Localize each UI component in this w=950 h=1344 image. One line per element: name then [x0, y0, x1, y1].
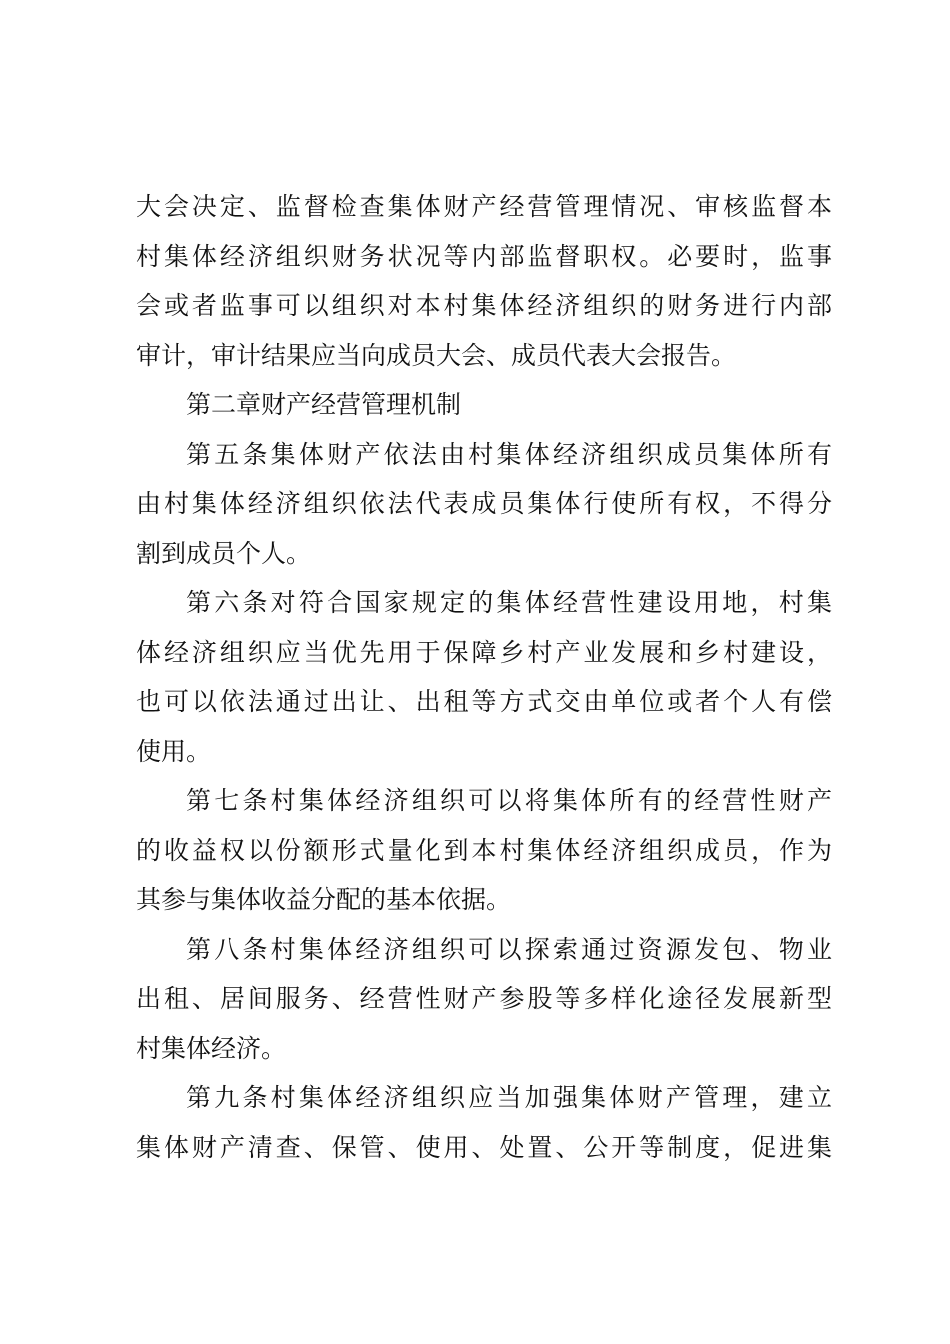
article-9 — [136, 1073, 832, 1172]
text-line: 第八条村集体经济组织可以探索通过资源发包、物业 — [186, 934, 832, 964]
document-body — [136, 182, 832, 1172]
text-line: 集体财产清查、保管、使用、处置、公开等制度，促进集 — [136, 1132, 832, 1162]
text-line: 第五条集体财产依法由村集体经济组织成员集体所有 — [186, 439, 832, 469]
text-line: 由村集体经济组织依法代表成员集体行使所有权，不得分 — [136, 489, 832, 518]
text-line: 村集体经济组织财务状况等内部监督职权。必要时，监事 — [136, 241, 832, 271]
text-line: 体经济组织应当优先用于保障乡村产业发展和乡村建设， — [136, 637, 832, 667]
text-line: 第七条村集体经济组织可以将集体所有的经营性财产 — [186, 786, 832, 815]
chapter-title: 第二章财产经营管理机制 — [186, 390, 462, 419]
article-6 — [136, 578, 832, 776]
text-line: 会或者监事可以组织对本村集体经济组织的财务进行内部 — [136, 291, 832, 320]
text-line: 第六条对符合国家规定的集体经营性建设用地，村集 — [186, 588, 832, 617]
text-line: 村集体经济。 — [136, 1033, 287, 1063]
chapter-heading — [136, 380, 832, 430]
paragraph-supervision-duties — [136, 182, 832, 380]
text-line: 割到成员个人。 — [136, 538, 312, 568]
text-line: 其参与集体收益分配的基本依据。 — [136, 885, 512, 914]
article-7 — [136, 776, 832, 925]
text-line: 出租、居间服务、经营性财产参股等多样化途径发展新型 — [136, 984, 832, 1013]
text-line: 审计，审计结果应当向成员大会、成员代表大会报告。 — [136, 340, 737, 370]
article-8 — [136, 925, 832, 1074]
article-5 — [136, 430, 832, 579]
text-line: 也可以依法通过出让、出租等方式交由单位或者个人有偿 — [136, 687, 832, 716]
text-line: 的收益权以份额形式量化到本村集体经济组织成员，作为 — [136, 835, 832, 865]
text-line: 大会决定、监督检查集体财产经营管理情况、审核监督本 — [136, 192, 832, 221]
text-line: 使用。 — [136, 736, 212, 766]
text-line: 第九条村集体经济组织应当加强集体财产管理，建立 — [186, 1083, 832, 1112]
